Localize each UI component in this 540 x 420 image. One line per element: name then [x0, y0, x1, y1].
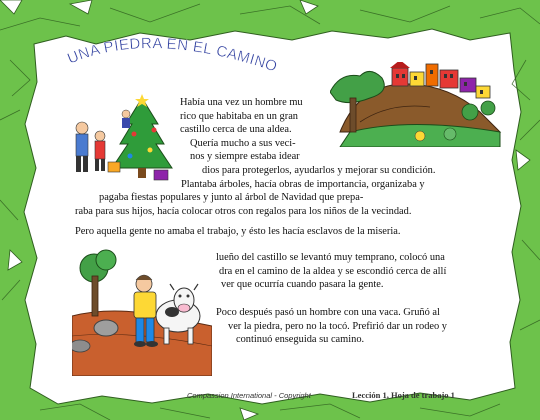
story-paragraph-2	[75, 225, 400, 239]
text-line: dios para protegerlos, ayudarlos y mejorar su condición.	[202, 165, 436, 176]
text-line: Pero aquella gente no amaba el trabajo, y ésto les hacía esclavos de la miseria.	[75, 226, 401, 237]
text-line: castillo cerca de una aldea.	[180, 124, 292, 136]
text-line: Poco después pasó un hombre con una vaca. Gruñó al	[216, 307, 440, 318]
text-line: raba para sus hijos, hacía colocar otros con regalos para los niños de la vecindad.	[75, 205, 412, 217]
castle-hill-illustration	[330, 62, 505, 147]
text-line: rico que habitaba en un gran	[180, 110, 299, 122]
text-line: Había una vez un hombre mu	[180, 97, 303, 108]
text-line: dra en el camino de la aldea y se escondió cerca de allí	[219, 265, 447, 277]
text-line: Quería mucho a sus veci-	[190, 137, 296, 149]
story-paragraph-4	[216, 306, 447, 347]
story-paragraph-1-top	[180, 96, 303, 164]
text-line: Plantaba árboles, hacía obras de importancia, organizaba y	[181, 178, 425, 190]
footer-lesson-label: Lección 1, Hoja de trabajo 1	[352, 390, 455, 400]
text-line: continuó enseguida su camino.	[236, 334, 365, 346]
text-line: lueño del castillo se levantó muy temprano, colocó una	[216, 252, 445, 263]
story-paragraph-3	[216, 251, 446, 292]
man-with-cow-illustration	[72, 246, 212, 376]
text-line: nos y siempre estaba idear	[190, 151, 300, 163]
story-paragraph-1-bottom	[0, 164, 540, 218]
text-line: ver que ocurría cuando pasara la gente.	[221, 279, 384, 291]
footer-copyright: Compassion International - Copyright	[187, 391, 311, 400]
text-line: ver la piedra, pero no la tocó. Prefirió dar un rodeo y	[228, 320, 447, 332]
title-text: UNA PIEDRA EN EL CAMINO	[65, 35, 280, 76]
text-line: pagaba fiestas populares y junto al árbol de Navidad que prepa-	[99, 192, 364, 204]
